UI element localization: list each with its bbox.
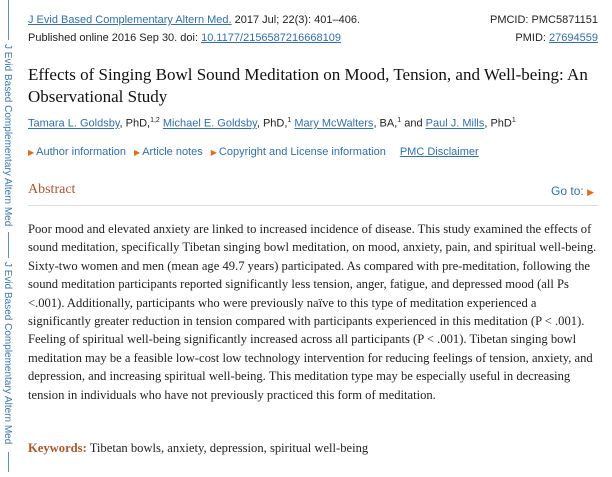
side-divider [8, 452, 9, 472]
author-affiliation: 1 [397, 117, 402, 124]
triangle-right-icon: ▶ [587, 187, 594, 197]
copyright-toggle[interactable] [211, 146, 386, 158]
triangle-right-icon: ▶ [134, 148, 141, 157]
goto-label: Go to: [551, 184, 584, 198]
abstract-text: Poor mood and elevated anxiety are linked to increased incidence of disease. This study examined the effects of sound meditation, specifically Tibetan singing bowl meditation, on mood, anxiety, pain, and spiritual well-being. Sixty-two women and men (mean age 49.7 years) participated. As compared with pre-meditation, following the sound meditation participants reported significantly less tension, anger, fatigue, and depressed mood (all Ps <.001). Additionally, participants who were previously naïve to this type of meditation experienced a significantly greater reduction in tension compared with participants experienced in this meditation (P < .001). Feeling of spiritual well-being significantly increased across all participants (P < .001). Tibetan singing bowl meditation may be a feasible low-cost low technology intervention for reducing feelings of tension, anxiety, and depression, and increasing spiritual well-being. This meditation type may be especially useful in decreasing tension in individuals who have not previously practiced this form of meditation. [28, 222, 597, 402]
abstract-heading: Abstract [28, 182, 76, 197]
published-text: Published online 2016 Sep 30. doi: [28, 32, 202, 44]
triangle-right-icon: ▶ [28, 148, 35, 157]
author-link[interactable]: Mary McWalters [294, 117, 374, 130]
author-degree: , BA, [373, 117, 398, 130]
side-journal-label-top: J Evid Based Complementary Altern Med [2, 44, 13, 227]
side-divider [8, 232, 9, 258]
side-journal-stamp [0, 0, 16, 477]
keywords-label: Keywords: [28, 441, 87, 455]
author-information-toggle[interactable] [28, 146, 126, 158]
author-information-label: Author information [36, 146, 127, 158]
copyright-label: Copyright and License information [218, 146, 386, 158]
journal-link[interactable]: J Evid Based Complementary Altern Med. [28, 14, 232, 26]
pmid-label: PMID: [515, 32, 550, 44]
article-notes-toggle[interactable] [134, 146, 203, 158]
author-list [28, 117, 516, 130]
author-affiliation: 1 [511, 117, 516, 124]
author-affiliation: 1,2 [150, 117, 160, 124]
citation-line [28, 14, 360, 26]
author-affiliation: 1 [287, 117, 292, 124]
side-divider [8, 0, 9, 40]
pmcid: PMCID: PMC5871151 [489, 14, 598, 26]
goto-menu[interactable] [551, 184, 594, 198]
author-link[interactable]: Michael E. Goldsby [162, 117, 257, 130]
author-degree: , PhD, [119, 117, 151, 130]
author-degree: , PhD, [256, 117, 288, 130]
keywords-line [28, 441, 368, 456]
keywords-value: Tibetan bowls, anxiety, depression, spiritual well-being [89, 441, 369, 455]
article-title: Effects of Singing Bowl Sound Meditation on Mood, Tension, and Well-being: An Observational Study [28, 65, 588, 106]
pmid-line [515, 32, 598, 44]
article-notes-label: Article notes [142, 146, 203, 158]
citation-date: 2017 Jul; 22(3): 401–406. [234, 14, 361, 26]
author-link[interactable]: Paul J. Mills [425, 117, 485, 130]
article-info-bar [28, 146, 479, 158]
author-conjunction: and [401, 117, 426, 130]
section-divider [28, 205, 598, 206]
side-journal-label-bottom: J Evid Based Complementary Altern Med [2, 262, 13, 445]
published-line [28, 32, 341, 44]
doi-link[interactable]: 10.1177/2156587216668109 [201, 32, 341, 44]
pmid-link[interactable]: 27694559 [549, 32, 598, 44]
triangle-right-icon: ▶ [210, 148, 217, 157]
author-link[interactable]: Tamara L. Goldsby [28, 117, 120, 130]
pmc-disclaimer-link[interactable]: PMC Disclaimer [399, 146, 479, 158]
author-degree: , PhD [484, 117, 512, 130]
